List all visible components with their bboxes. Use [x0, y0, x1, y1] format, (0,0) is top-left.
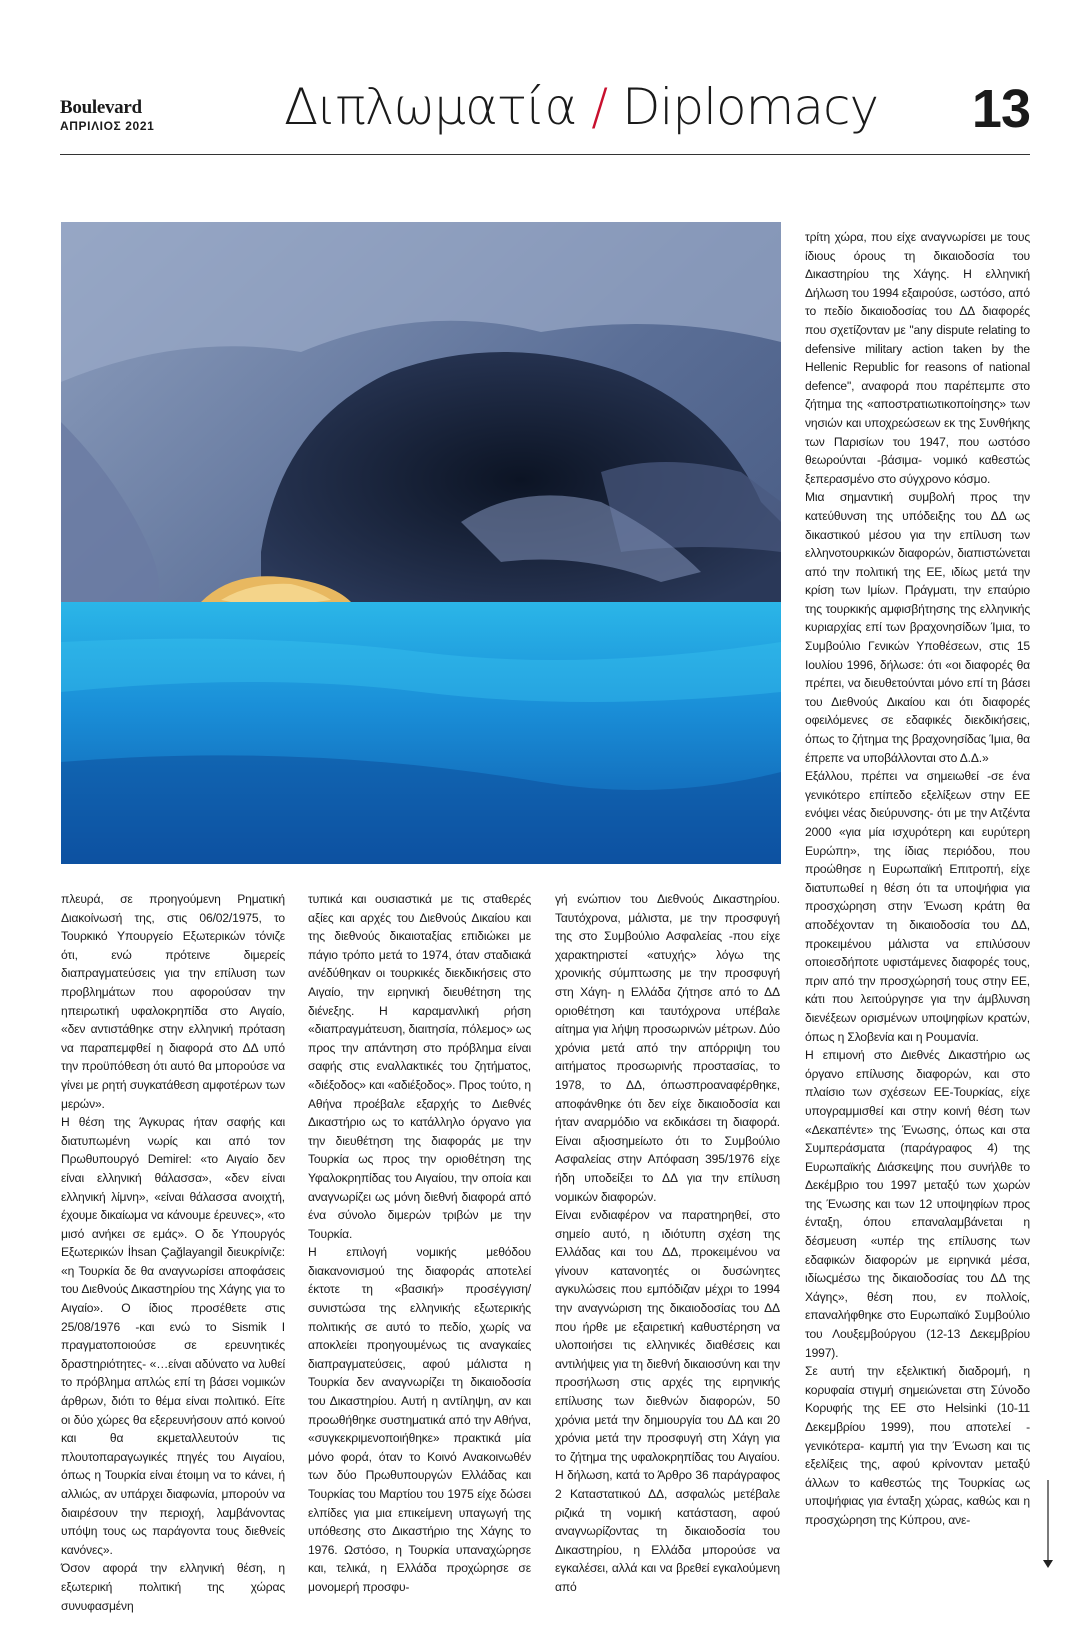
sea-cave-illustration [61, 222, 781, 864]
paragraph: Η επιμονή στο Διεθνές Δικαστήριο ως όργανο επίλυσης διαφορών, και στο πλαίσιο των σχέσεων ΕΕ-Τουρκίας, είχε υπογραμμισθεί και στην κοινή θέση των «Δεκαπέντε» της Ένωσης, όπως και στα Συμπεράσματα (παράγραφος 4) της Ευρωπαϊκής Διάσκεψης που συνήλθε το Δεκέμβριο του 1997 μεταξύ των χωρών της Ένωσης και των 12 υποψηφίων προς ένταξη, όπου επαναλαμβάνεται η δέσμευση «υπέρ της επίλυσης των εδαφικών διαφορών με ειρηνικά μέσα, ιδίωςμέσω της δικαιοδοσίας του ΔΔ της Χάγης», θέση που, εν πολλοίς, επαναλήφθηκε στο Ευρωπαϊκό Συμβούλιο του Λουξεμβούργου (12-13 Δεκεμβρίου 1997). [805, 1048, 1030, 1360]
section-title [284, 78, 878, 136]
page-number: 13 [971, 79, 1030, 139]
brand-logo: Boulevard [60, 97, 142, 118]
paragraph: γή ενώπιον του Διεθνούς Δικαστηρίου. Ταυτόχρονα, μάλιστα, με την προσφυγή της στο Συμβούλιο Ασφαλείας -που είχε χαρακτηριστεί «ατυχής» λόγω της χρονικής σύμπτωσης με την προσφυγή στη Χάγη- η Ελλάδα ζήτησε από το ΔΔ οριοθέτηση και ταυτόχρονα υπέβαλε αίτημα για λήψη προσωρινών μέτρων. Δύο χρόνια μετά από την απόρριψη του αιτήματος προσωρινής προστασίας, το 1978, το ΔΔ, όπωσπροαναφέρθηκε, αποφάνθηκε ότι δεν είχε δικαιοδοσία και ήταν αναρμόδιο να εκδικάσει τη διαφορά. Είναι αξιοσημείωτο ότι το Συμβούλιο Ασφαλείας στην Απόφαση 395/1976 είχε ήδη υποδείξει το ΔΔ για την επίλυση νομικών διαφορών. [555, 892, 780, 1204]
paragraph: τρίτη χώρα, που είχε αναγνωρίσει με τους ίδιους όρους τη δικαιοδοσία του Δικαστηρίου της Χάγης. Η ελληνική Δήλωση του 1994 εξαιρούσε, ωστόσο, από το πεδίο δικαιοδοσίας του ΔΔ διαφορές που σχετίζονταν με "any dispute relating to defensive military action taken by the Hellenic Republic for reasons of national defence", αναφορά που παρέπεμπε στο ζήτημα της «αποστρατιωτικοποίησης» των νησιών και υποχρεώσεων εκ της Συνθήκης των Παρισίων του 1947, που ωστόσο θεωρούνται -βάσιμα- νομικό καθεστώς ξεπερασμένο στο σύγχρονο κόσμο. [805, 230, 1030, 486]
paragraph: Η θέση της Άγκυρας ήταν σαφής και διατυπωμένη νωρίς και από τον Πρωθυπουργό Demirel: «το Αιγαίο δεν είναι ελληνική θάλασσα», «δεν είναι ελληνική λίμνη», «είναι θάλασσα ανοιχτή, έχουμε δικαίωμα να κάνουμε έρευνες», «το μισό ανήκει σε εμάς». Ο δε Υπουργός Εξωτερικών İhsan Çağlayangil διευκρίνιζε: «η Τουρκία δε θα αναγνωρίσει αποφάσεις του Διεθνούς Δικαστηρίου της Χάγης για το Αιγαίο». Ο ίδιος προσέθετε στις 25/08/1976 -και ενώ το Sismik I πραγματοποιούσε σε ερευνητικές δραστηριότητες- «…είναι αδύνατο να λυθεί το πρόβλημα απλώς επί τη βάσει νομικών άρθρων, διότι το θέμα είναι πολιτικό. Είτε οι δύο χώρες θα εξερευνήσουν από κοινού και θα εκμεταλλευτούν τις πλουτοπαραγωγικές πηγές του Αιγαίου, όπως η Τουρκία είναι έτοιμη να το κάνει, ή αλλιώς, αν υπάρχει διαφωνία, μπορούν να διαιρέσουν την περιοχή, λαμβάνοντας υπόψη τους ως παράγοντα τους διεθνείς κανόνες». [61, 1115, 285, 1557]
header-rule [60, 154, 1030, 155]
continue-arrow-icon [1042, 1480, 1054, 1570]
paragraph: Μια σημαντική συμβολή προς την κατεύθυνση της υπόδειξης του ΔΔ ως δικαστικού μέσου για την επίλυση των ελληνοτουρκικών διαφορών, διαπιστώνεται από την πολιτική της ΕΕ, ιδίως μετά την κρίση των Ιμίων. Πράγματι, την επαύριο της τουρκικής αμφισβήτησης της ελληνικής κυριαρχίας επί των βραχονησίδων Ίμια, το Συμβούλιο Γενικών Υποθέσεων, στις 15 Ιουλίου 1996, δήλωσε: ότι «οι διαφορές θα πρέπει, να διευθετούνται μόνο επί τη βάσει του Διεθνούς Δικαίου και ότι διαφορές οφειλόμενες σε εδαφικές διεκδικήσεις, όπως το ζήτημα της βραχονησίδας Ίμια, θα έπρεπε να υποβάλλονται στο Δ.Δ.» [805, 490, 1030, 765]
paragraph: Εξάλλου, πρέπει να σημειωθεί -σε ένα γενικότερο επίπεδο εξελίξεων στην ΕΕ ενόψει νέας διεύρυνσης- ότι με την Ατζέντα 2000 «για μία ισχυρότερη και ευρύτερη Ευρώπη», της ίδιας περιόδου, που προώθησε η Ευρωπαϊκή Επιτροπή, είχε διατυπωθεί η θέση ότι τα υποψήφια για προσχώρηση στην Ένωση κράτη θα αποδέχονταν τη δικαιοδοσία του ΔΔ, προκειμένου μάλιστα να επιλύσουν οποιεσδήποτε υφιστάμενες διαφορές τους, πριν από την προσχώρησή τους στην ΕΕ, κάτι που λειτούργησε για την άμβλυνση διενέξεων ορισμένων υποψηφίων κρατών, όπως η Σλοβενία και η Ρουμανία. [805, 769, 1030, 1044]
article-column-1 [61, 890, 285, 1615]
section-title-greek: Διπλωματία [284, 78, 577, 136]
issue-date: ΑΠΡΙΛΙΟΣ 2021 [60, 119, 155, 133]
article-column-2 [308, 890, 531, 1597]
paragraph: Είναι ενδιαφέρον να παρατηρηθεί, στο σημείο αυτό, η ιδιότυπη σχέση της Ελλάδας και του ΔΔ, προκειμένου να γίνουν κατανοητές οι δυσώνητες αγκυλώσεις που εμπόδιζαν μέχρι το 1994 την αναγνώριση της δικαιοδοσίας του ΔΔ που ήρθε με εξαιρετική καθυστέρηση να υλοποιήσει τις ελληνικές διαθέσεις και αντιλήψεις για τη διεθνή δικαιοσύνη και την προσήλωση στις αρχές της ειρηνικής επίλυσης των διεθνών διαφορών, 50 χρόνια μετά την δημιουργία του ΔΔ και 20 χρόνια μετά την προσφυγή στη Χάγη για το ζήτημα της υφαλοκρηπίδας του Αιγαίου. Η δήλωση, κατά το Άρθρο 36 παράγραφος 2 Καταστατικού ΔΔ, ασφαλώς μετέβαλε ριζικά τη νομική κατάσταση, αφού αναγνωρίζοντας τη δικαιοδοσία του Δικαστηρίου, η Ελλάδα μπορούσε να εγκαλέσει, αλλά και να βρεθεί εγκαλούμενη από [555, 1208, 780, 1594]
article-column-4 [805, 228, 1030, 1530]
article-column-3 [555, 890, 780, 1597]
paragraph: Η επιλογή νομικής μεθόδου διακανονισμού της διαφοράς αποτελεί έκτοτε τη «βασική» προσέγγιση/συνιστώσα της ελληνικής εξωτερικής πολιτικής σε αυτό το πεδίο, χωρίς να αποκλείει προηγουμένως τις αναγκαίες διαπραγματεύσεις, αφού μάλιστα η Τουρκία δεν αναγνωρίζει τη δικαιοδοσία του Δικαστηρίου. Αυτή η αντίληψη, αν και προωθήθηκε συστηματικά από την Αθήνα, «συγκεκριμενοποιήθηκε» πρακτικά μία μόνο φορά, όταν το Κοινό Ανακοινωθέν των δύο Πρωθυπουργών Ελλάδας και Τουρκίας του Μαρτίου του 1975 είχε δώσει ελπίδες για μια επικείμενη υπαγωγή της υπόθεσης στο Δικαστήριο της Χάγης το 1976. Ωστόσο, η Τουρκία υπαναχώρησε και, τελικά, η Ελλάδα προχώρησε σε μονομερή προσφυ- [308, 1245, 531, 1594]
masthead [60, 80, 1030, 154]
paragraph: τυπικά και ουσιαστικά με τις σταθερές αξίες και αρχές του Διεθνούς Δικαίου και της διεθνούς δικαιοταξίας επιδιώκει με πάγιο τρόπο μετά το 1974, όταν σταδιακά ανέδύθηκαν οι τουρκικές διεκδικήσεις στο Αιγαίο, την ειρηνική διευθέτηση της διένεξης. Η καραμανλική ρήση «διαπραγμάτευση, διαιτησία, πόλεμος» ως προς την απάντηση στο πρόβλημα είναι σαφής στις εναλλακτικές του ζητήματος, «διέξοδος» και «αδιέξοδος». Προς τούτο, η Αθήνα προέβαλε εξαρχής το Διεθνές Δικαστήριο ως το κατάλληλο όργανο για την διευθέτηση της διαφοράς με την Τουρκία ως προς την οριοθέτηση της Υφαλοκρηπίδας του Αιγαίου, την οποία και αναγνωρίζει ως μόνη διεθνή διαφορά από ένα σύνολο διμερών τριβών με την Τουρκία. [308, 892, 531, 1241]
paragraph: Σε αυτή την εξελικτική διαδρομή, η κορυφαία στιγμή σημειώνεται στη Σύνοδο Κορυφής της ΕΕ στο Helsinki (10-11 Δεκεμβρίου 1999), που αποτελεί - γενικότερα- καμπή για την Ένωση και τις εξελίξεις της, αφού κρίνονταν μεταξύ άλλων το καθεστώς της Τουρκίας ως υποψήφιας για ένταξη χώρας, καθώς και η προσχώρηση της Κύπρου, ανε- [805, 1364, 1030, 1527]
paragraph: Όσον αφορά την ελληνική θέση, η εξωτερική πολιτική της χώρας συνυφασμένη [61, 1561, 285, 1613]
paragraph: πλευρά, σε προηγούμενη Ρηματική Διακοίνωσή της, στις 06/02/1975, το Τουρκικό Υπουργείο Εξωτερικών τόνιζε ότι, ενώ πρότεινε διμερείς διαπραγματεύσεις για την επίλυση των προβλημάτων που αφορούσαν την ηπειρωτική υφαλοκρηπίδα στο Αιγαίο, «δεν αντιστάθηκε στην ελληνική πρόταση να παραπεμφθεί η διαφορά στο ΔΔ υπό την προϋπόθεση ότι αυτό θα μπορούσε να γίνει με ρητή συγκατάθεση αμφοτέρων των μερών». [61, 892, 285, 1111]
section-title-english: Diplomacy [622, 78, 879, 136]
sea-cave-photo [61, 222, 781, 864]
section-title-slash: / [591, 78, 608, 136]
